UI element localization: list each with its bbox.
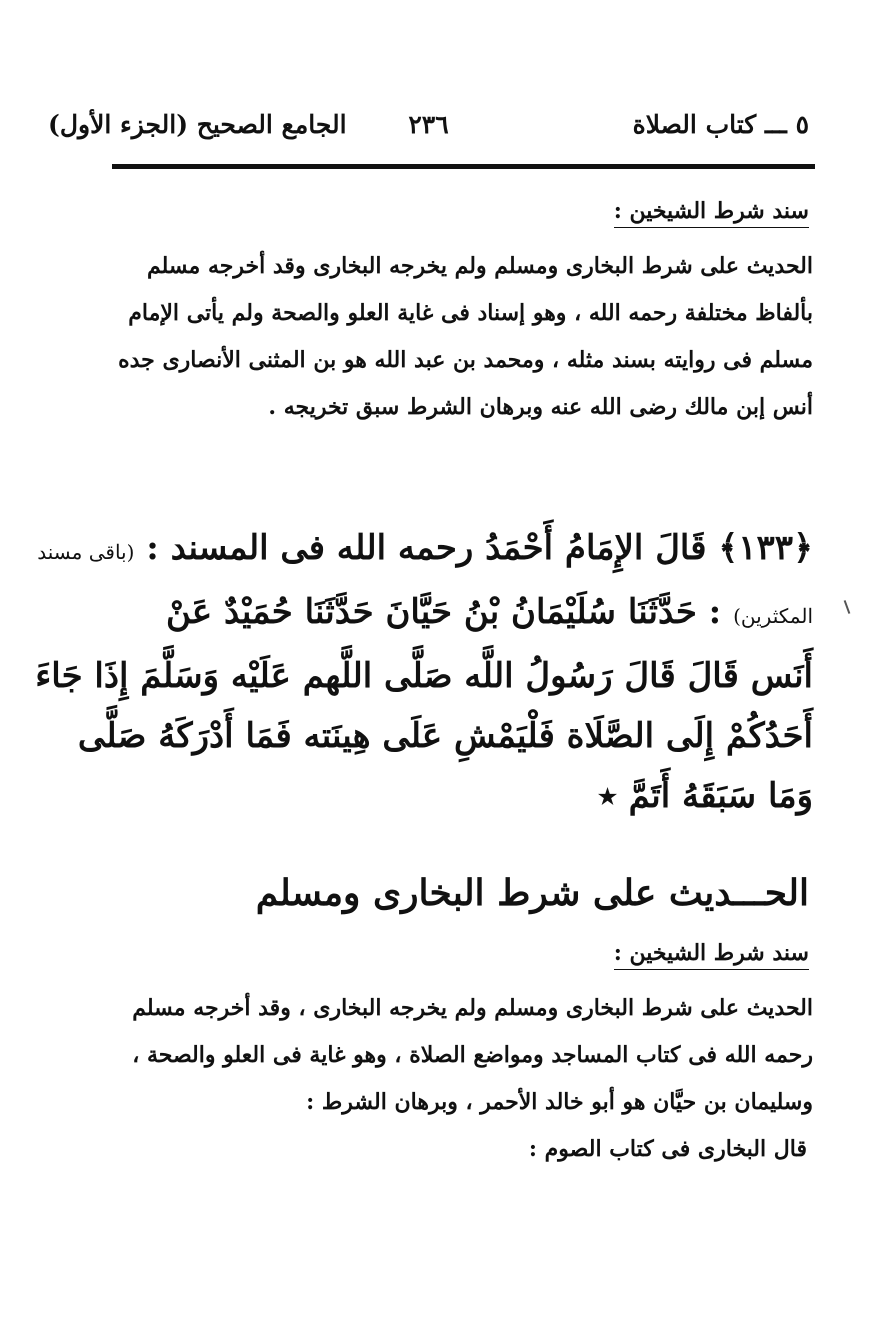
section1-subheading: سند شرط الشيخين : (614, 198, 809, 228)
margin-mark (844, 600, 851, 614)
section2-subheading: سند شرط الشيخين : (614, 940, 809, 970)
hadith-line-1 (37, 518, 813, 582)
section2-paragraph (54, 985, 813, 1173)
page-header (48, 110, 809, 150)
paragraph-line: بألفاظ مختلفة رحمه الله ، وهو إسناد فى غاية العلو والصحة ولم يأتى الإمام (128, 300, 813, 326)
hadith-intro: قَالَ الإِمَامُ أَحْمَدُ رحمه الله فى المسند : (146, 528, 707, 568)
page-number: ٢٣٦ (408, 110, 449, 139)
paragraph-line: الحديث على شرط البخارى ومسلم ولم يخرجه البخارى ، وقد أخرجه مسلم (132, 995, 813, 1021)
paragraph-line: قال البخارى فى كتاب الصوم : (528, 1136, 807, 1162)
hadith-line-3: أَنَس قَالَ قَالَ رَسُولُ اللَّه صَلَّى اللَّهم عَلَيْه وَسَلَّمَ إِذَا جَاءَ (35, 656, 813, 696)
hadith-chain: : حَدَّثَنَا سُلَيْمَانُ بْنُ حَيَّانَ حَدَّثَنَا حُمَيْدٌ عَنْ (166, 592, 722, 632)
paragraph-line: الحديث على شرط البخارى ومسلم ولم يخرجه البخارى وقد أخرجه مسلم (146, 253, 813, 279)
book-title: الجامع الصحيح (الجزء الأول) (48, 110, 347, 139)
hadith-number: ﴿١٣٣﴾ (718, 528, 813, 568)
chapter-title: ٥ ـــ كتاب الصلاة (632, 110, 809, 139)
hadith-line-2 (54, 582, 813, 646)
source-note: (باقى مسند (37, 540, 135, 564)
source-note-cont: المكثرين) (733, 604, 813, 628)
section1-paragraph (54, 243, 813, 431)
hadith-line-5: وَمَا سَبَقَهُ أَتَمَّ ٭ (598, 776, 813, 816)
paragraph-line: مسلم فى روايته بسند مثله ، ومحمد بن عبد الله هو بن المثنى الأنصارى جده (118, 347, 813, 373)
paragraph-line: رحمه الله فى كتاب المساجد ومواضع الصلاة ، وهو غاية فى العلو والصحة ، (132, 1042, 813, 1068)
header-rule (112, 164, 815, 169)
paragraph-line: أنس إبن مالك رضى الله عنه وبرهان الشرط سبق تخريجه . (268, 394, 813, 420)
hadith-text (35, 518, 813, 826)
hadith-grade: الحـــديث على شرط البخارى ومسلم (255, 872, 809, 914)
hadith-line-4: أَحَدُكُمْ إِلَى الصَّلَاة فَلْيَمْشِ عَلَى هِينَته فَمَا أَدْرَكَهُ صَلَّى (77, 716, 813, 756)
paragraph-line: وسليمان بن حيَّان هو أبو خالد الأحمر ، وبرهان الشرط : (306, 1089, 813, 1115)
